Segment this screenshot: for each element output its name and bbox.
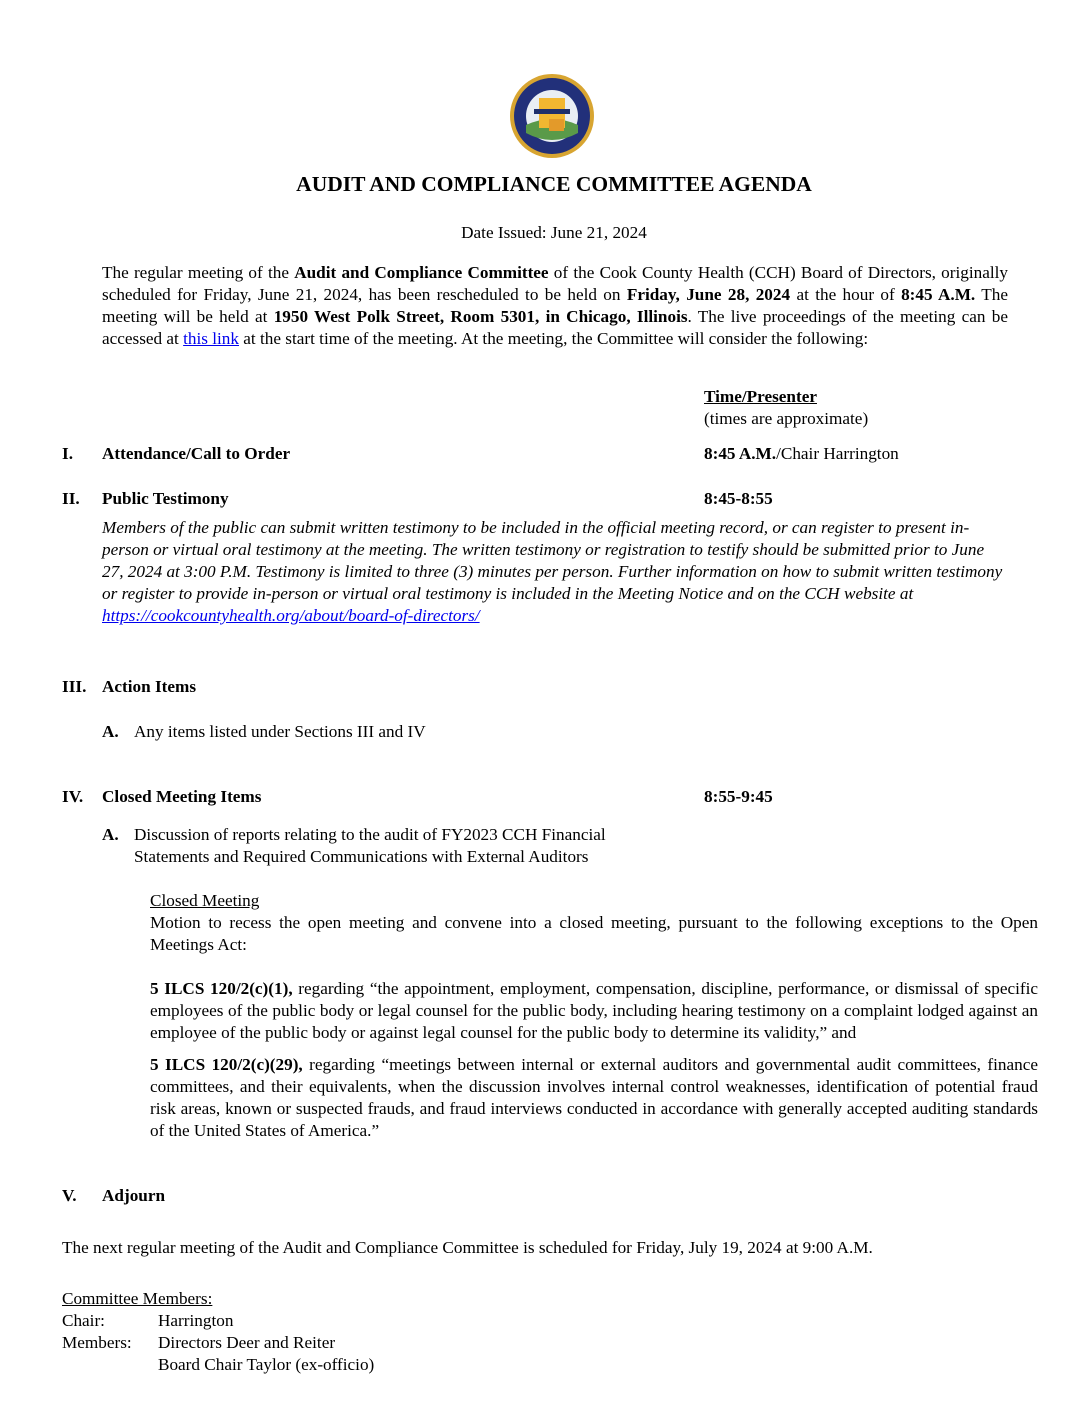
closed-meeting-heading: Closed Meeting: [150, 891, 260, 910]
section-number: V.: [62, 1186, 77, 1205]
text: regarding “meetings between internal or external auditors and governmental audit committees, finance committees, and their equivalents, when the discussion involves internal control weaknesses, identification of potential fraud risk areas, known or suspected frauds, and fraud interviews conducted in accordance with generally accepted auditing standards of the United States of America.”: [150, 1055, 1038, 1140]
section-time: [704, 786, 773, 808]
time: 8:45-8:55: [704, 489, 773, 508]
exception-2: [150, 1054, 1038, 1142]
item-letter: A.: [102, 825, 119, 844]
chair-name: Harrington: [158, 1311, 234, 1330]
committee-members: [62, 1288, 374, 1376]
section-number: III.: [62, 677, 87, 696]
closed-meeting-block: [150, 890, 1038, 1142]
section-number: IV.: [62, 787, 84, 806]
section-number: I.: [62, 444, 73, 463]
text: The meeting will be held at: [102, 285, 1008, 326]
text: of the Cook County Health (CCH) Board of Directors, originally scheduled for Friday, June 21, 2024, has been rescheduled to be held on: [102, 263, 1008, 304]
label: [62, 1354, 158, 1376]
section-title: Public Testimony: [102, 489, 229, 508]
members-row: [62, 1354, 374, 1376]
live-proceedings-link[interactable]: this link: [183, 329, 239, 348]
intro-paragraph: [102, 262, 1008, 350]
section-time: [704, 488, 773, 510]
member: Board Chair Taylor (ex-officio): [158, 1355, 375, 1374]
member: Directors Deer and Reiter: [158, 1333, 336, 1352]
committee-name: Audit and Compliance Committee: [294, 263, 549, 282]
section-number: II.: [62, 489, 80, 508]
item-text: Any items listed under Sections III and IV: [134, 722, 426, 741]
text: . The live proceedings of the meeting can be accessed at: [102, 307, 1008, 348]
exception-1: [150, 978, 1038, 1044]
text: Members of the public can submit written testimony to be included in the official meeting record, or can register to present in-person or virtual oral testimony at the meeting. The written testimony or registration to testify should be submitted prior to June 27, 2024 at 3:00 P.M. Testimony is limited to three (3) minutes per person. Further information on how to submit written testimony or register to provide in-person or virtual oral testimony is included in the Meeting Notice and on the CCH website at: [102, 518, 1003, 603]
time-presenter-heading: Time/Presenter: [704, 387, 817, 406]
section-title: Attendance/Call to Order: [102, 444, 291, 463]
item-letter: A.: [102, 722, 119, 741]
text: at the hour of: [790, 285, 902, 304]
meeting-date: Friday, June 28, 2024: [626, 285, 791, 304]
section-title: Action Items: [102, 677, 197, 696]
page-title: AUDIT AND COMPLIANCE COMMITTEE AGENDA: [296, 172, 812, 196]
time: 8:45 A.M.: [704, 444, 777, 463]
members-row: [62, 1332, 374, 1354]
text: regarding “the appointment, employment, compensation, discipline, performance, or dismissal of specific employees of the public body or legal counsel for the public body, including hearing testimony on a complaint lodged against an employee of the public body or against legal counsel for the public body to determine its validity,” and: [150, 979, 1038, 1042]
citation: 5 ILCS 120/2(c)(29),: [150, 1055, 303, 1074]
meeting-location: 1950 West Polk Street, Room 5301, in Chicago, Illinois: [273, 307, 688, 326]
cook-county-seal-icon: [509, 73, 595, 159]
committee-members-heading: Committee Members:: [62, 1289, 213, 1308]
next-meeting: The next regular meeting of the Audit and Compliance Committee is scheduled for Friday, July 19, 2024 at 9:00 A.M.: [62, 1238, 873, 1257]
board-of-directors-link[interactable]: https://cookcountyhealth.org/about/board-of-directors/: [102, 606, 480, 625]
citation: 5 ILCS 120/2(c)(1),: [150, 979, 293, 998]
presenter: /Chair Harrington: [776, 444, 899, 463]
date-issued: Date Issued: June 21, 2024: [461, 223, 647, 242]
time: 8:55-9:45: [704, 787, 773, 806]
label: Members:: [62, 1333, 132, 1352]
section-time: [704, 443, 899, 465]
item-text: Discussion of reports relating to the audit of FY2023 CCH Financial Statements and Required Communications with External Auditors: [134, 825, 606, 866]
closed-meeting-motion: Motion to recess the open meeting and convene into a closed meeting, pursuant to the following exceptions to the Open Meetings Act:: [150, 913, 1038, 954]
chair-row: [62, 1310, 374, 1332]
section-title: Closed Meeting Items: [102, 787, 262, 806]
text: at the start time of the meeting. At the meeting, the Committee will consider the following:: [239, 329, 869, 348]
text: The regular meeting of the: [102, 263, 295, 282]
section-title: Adjourn: [102, 1186, 166, 1205]
time-presenter-note: (times are approximate): [704, 409, 869, 428]
label: Chair:: [62, 1311, 105, 1330]
meeting-time: 8:45 A.M.: [901, 285, 976, 304]
public-testimony-text: [102, 517, 1008, 627]
